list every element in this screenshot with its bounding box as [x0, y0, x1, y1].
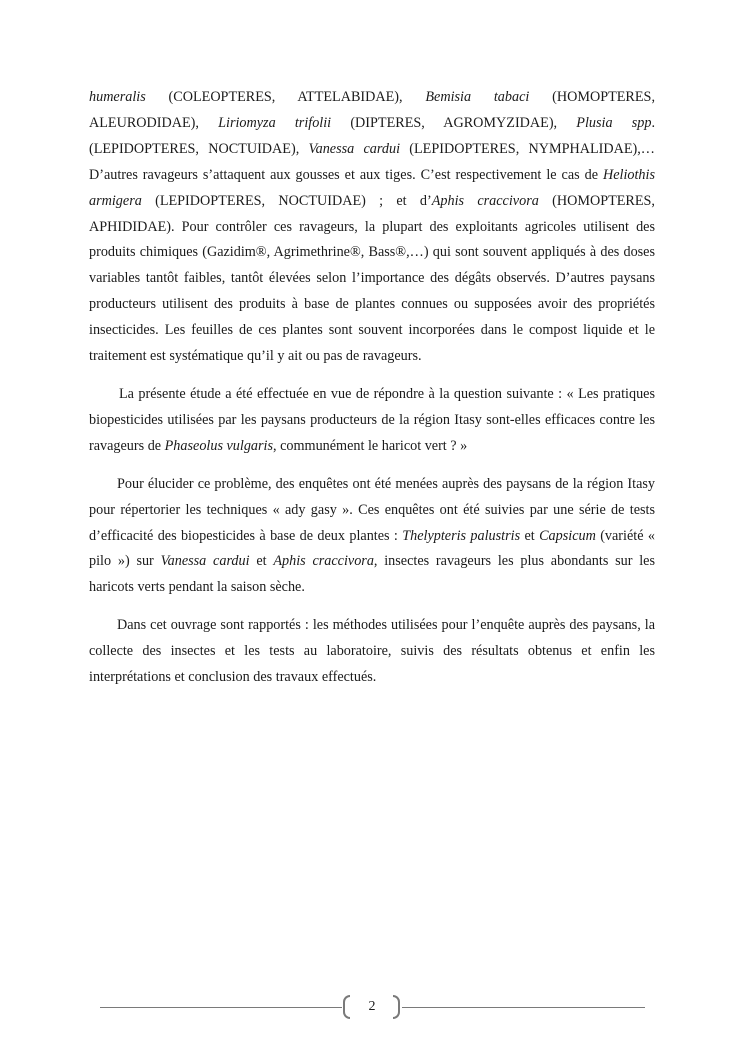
- text-run: (HOMOPTERES, APHIDIDAE). Pour contrôler ces ravageurs, la plupart des exploitants agricoles utilisent des produits chimiques (Gazidim®, Agrimethrine®, Bass®,…) qui sont souvent appliqués à des doses variables tantôt faibles, tantôt élevées selon l’importance des dégâts observés. D’autres paysans producteurs utilisent des produits à base de plantes connues ou supposées avoir des propriétés insecticides. Les feuilles de ces plantes sont souvent incorporées dans le compost liquide et le traitement est systématique qu’il y ait ou pas de ravageurs.: [89, 192, 655, 365]
- italic-text-run: Capsicum: [539, 527, 596, 544]
- text-run: . (LEPIDOPTERES, NOCTUIDAE),: [89, 114, 656, 157]
- page-footer: [100, 992, 645, 1024]
- italic-text-run: Liriomyza trifolii: [218, 114, 332, 131]
- italic-text-run: Aphis craccivora: [431, 192, 539, 209]
- italic-text-run: Bemisia tabaci: [425, 89, 530, 105]
- footer-rule-left: [100, 1007, 342, 1008]
- italic-text-run: Aphis craccivora: [273, 553, 374, 570]
- text-run: , insectes ravageurs les plus abondants sur les haricots verts pendant la saison sèche.: [89, 553, 655, 596]
- text-run: (LEPIDOPTERES, NYMPHALIDAE),…D’autres ravageurs s’attaquent aux gousses et aux tiges. C’est respectivement le cas de: [89, 140, 655, 183]
- text-run: (variété « pilo ») sur: [89, 527, 655, 570]
- text-run: et: [520, 527, 540, 544]
- document-body: [89, 85, 655, 703]
- text-run: et: [249, 553, 274, 570]
- italic-text-run: Heliothis armigera: [89, 166, 655, 209]
- text-run: (HOMOPTERES, ALEURODIDAE),: [89, 89, 655, 131]
- italic-text-run: Thelypteris palustris: [402, 527, 521, 544]
- paragraph: [89, 85, 655, 370]
- text-run: (LEPIDOPTERES, NOCTUIDAE) ; et d’: [141, 192, 432, 209]
- text-run: (DIPTERES, AGROMYZIDAE),: [331, 114, 577, 131]
- text-run: , communément le haricot vert ? »: [273, 437, 468, 454]
- footer-bracket-left: [343, 995, 350, 1019]
- text-run: Dans cet ouvrage sont rapportés : les méthodes utilisées pour l’enquête auprès des paysans, la collecte des insectes et les tests au laboratoire, suivis des résultats obtenus et enfin les interprétations et conclusion des travaux effectués.: [89, 617, 655, 686]
- italic-text-run: Plusia spp: [576, 114, 652, 131]
- text-run: (COLEOPTERES, ATTELABIDAE),: [145, 89, 426, 105]
- paragraph: [89, 382, 655, 460]
- text-run: Pour élucider ce problème, des enquêtes ont été menées auprès des paysans de la région Itasy pour répertorier les techniques « ady gasy ». Ces enquêtes ont été suivies par une série de tests d’efficacité des biopesticides à base de deux plantes :: [89, 475, 655, 544]
- italic-text-run: humeralis: [89, 89, 146, 105]
- text-run: La présente étude a été effectuée en vue de répondre à la question suivante : « Les pratiques biopesticides utilisées par les paysans producteurs de la région Itasy sont-elles efficaces contre les ravageurs de: [89, 385, 655, 454]
- footer-bracket-right: [393, 995, 400, 1019]
- page-number: 2: [368, 999, 376, 1014]
- paragraph: [89, 472, 655, 602]
- italic-text-run: Vanessa cardui: [160, 553, 250, 570]
- footer-rule-right: [402, 1007, 645, 1008]
- paragraph: [89, 613, 655, 691]
- italic-text-run: Vanessa cardui: [308, 140, 401, 157]
- italic-text-run: Phaseolus vulgaris: [164, 437, 274, 454]
